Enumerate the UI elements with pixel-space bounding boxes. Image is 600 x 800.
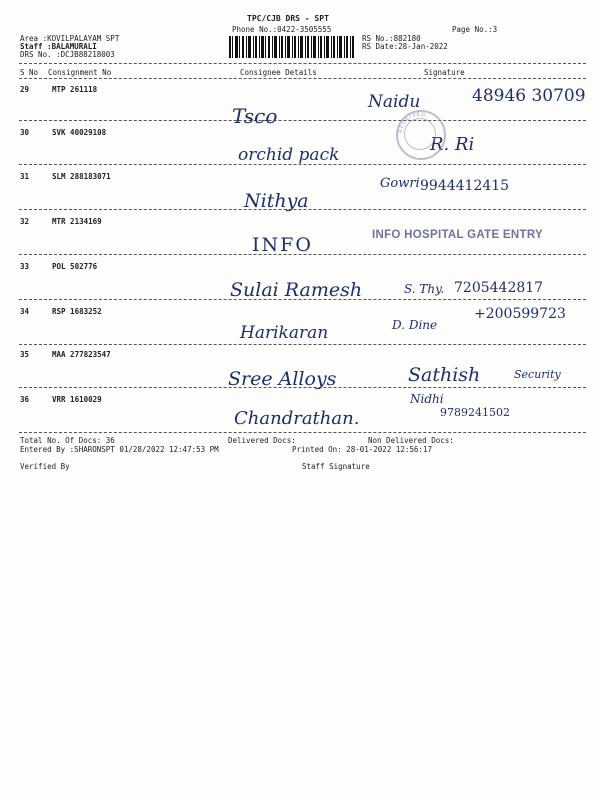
consignee-handwriting: Chandrathan.: [234, 408, 360, 429]
consignee-handwriting: Tsco: [232, 104, 278, 128]
total-docs: Total No. Of Docs: 36: [20, 436, 115, 445]
row-consignment: SVK 40029108: [52, 128, 107, 137]
row-divider: [19, 120, 586, 121]
signature-handwriting: Nidhi: [410, 392, 444, 406]
row-consignment: SLM 288183071: [52, 172, 111, 181]
row-consignment: RSP 1683252: [52, 307, 102, 316]
consignee-handwriting: Sree Alloys: [228, 368, 337, 390]
rs-date: RS Date:28-Jan-2022: [362, 42, 448, 51]
row-sno: 34: [20, 307, 30, 316]
row-consignment: VRR 1610029: [52, 395, 102, 404]
signature-handwriting: Sathish: [408, 364, 481, 386]
staff-signature: Staff Signature: [302, 462, 370, 471]
sheet-title: TPC/CJB DRS - SPT: [247, 14, 329, 23]
consignee-handwriting: Nithya: [244, 190, 309, 212]
svg-text:RECEIVED: [398, 112, 427, 133]
row-consignment: MAA 277823547: [52, 350, 111, 359]
page-number: Page No.:3: [452, 25, 498, 34]
verified-by: Verified By: [20, 462, 70, 471]
signature-handwriting: Naidu: [368, 92, 421, 112]
rs-number: RS No.:882180: [362, 34, 421, 43]
row-divider: [19, 344, 586, 345]
header-divider-top: [19, 63, 586, 64]
phone-handwriting: 9789241502: [440, 406, 510, 419]
phone-handwriting: 9944412415: [420, 178, 510, 194]
consignee-handwriting: Sulai Ramesh: [230, 279, 363, 301]
col-consignment: Consignment No: [48, 68, 112, 77]
delivered-docs: Delivered Docs:: [228, 436, 296, 445]
col-consignee: Consignee Details: [240, 68, 317, 77]
barcode-image: [229, 36, 354, 58]
row-sno: 31: [20, 172, 30, 181]
drs-number: DRS No. :DCJB88218003: [20, 50, 115, 59]
row-consignment: MTP 261118: [52, 85, 98, 94]
row-sno: 33: [20, 262, 30, 271]
received-stamp: [396, 110, 446, 160]
signature-handwriting: Gowri: [380, 176, 420, 191]
row-consignment: MTR 2134169: [52, 217, 102, 226]
staff-label: Staff :BALAMURALI: [20, 42, 97, 51]
gate-entry-stamp: INFO HOSPITAL GATE ENTRY: [372, 229, 543, 241]
row-sno: 36: [20, 395, 30, 404]
stamp-label: RECEIVED: [397, 111, 427, 134]
col-sno: S No: [20, 68, 39, 77]
row-consignment: POL 502776: [52, 262, 98, 271]
row-sno: 29: [20, 85, 30, 94]
phone-handwriting: +200599723: [474, 306, 566, 322]
phone-handwriting: 7205442817: [454, 280, 544, 296]
signature-handwriting: R. Ri: [430, 134, 475, 155]
row-divider: [19, 432, 586, 433]
header-divider-bottom: [19, 78, 586, 79]
phone-number: Phone No.:0422-3505555: [232, 25, 332, 34]
phone-handwriting: Security: [514, 368, 561, 381]
row-sno: 35: [20, 350, 30, 359]
area-label: Area :KOVILPALAYAM SPT: [20, 34, 120, 43]
row-sno: 32: [20, 217, 30, 226]
non-delivered-docs: Non Delivered Docs:: [368, 436, 454, 445]
consignee-handwriting: orchid pack: [238, 145, 340, 165]
consignee-handwriting: INFO: [252, 234, 313, 256]
col-signature: Signature: [424, 68, 465, 77]
phone-handwriting: 48946 30709: [472, 86, 586, 106]
signature-handwriting: D. Dine: [392, 318, 438, 332]
row-sno: 30: [20, 128, 30, 137]
signature-handwriting: S. Thy.: [404, 282, 445, 296]
consignee-handwriting: Harikaran: [240, 323, 329, 343]
entered-by: Entered By :SHARONSPT 01/28/2022 12:47:53 PM: [20, 445, 219, 454]
printed-on: Printed On: 28-01-2022 12:56:17: [292, 445, 432, 454]
